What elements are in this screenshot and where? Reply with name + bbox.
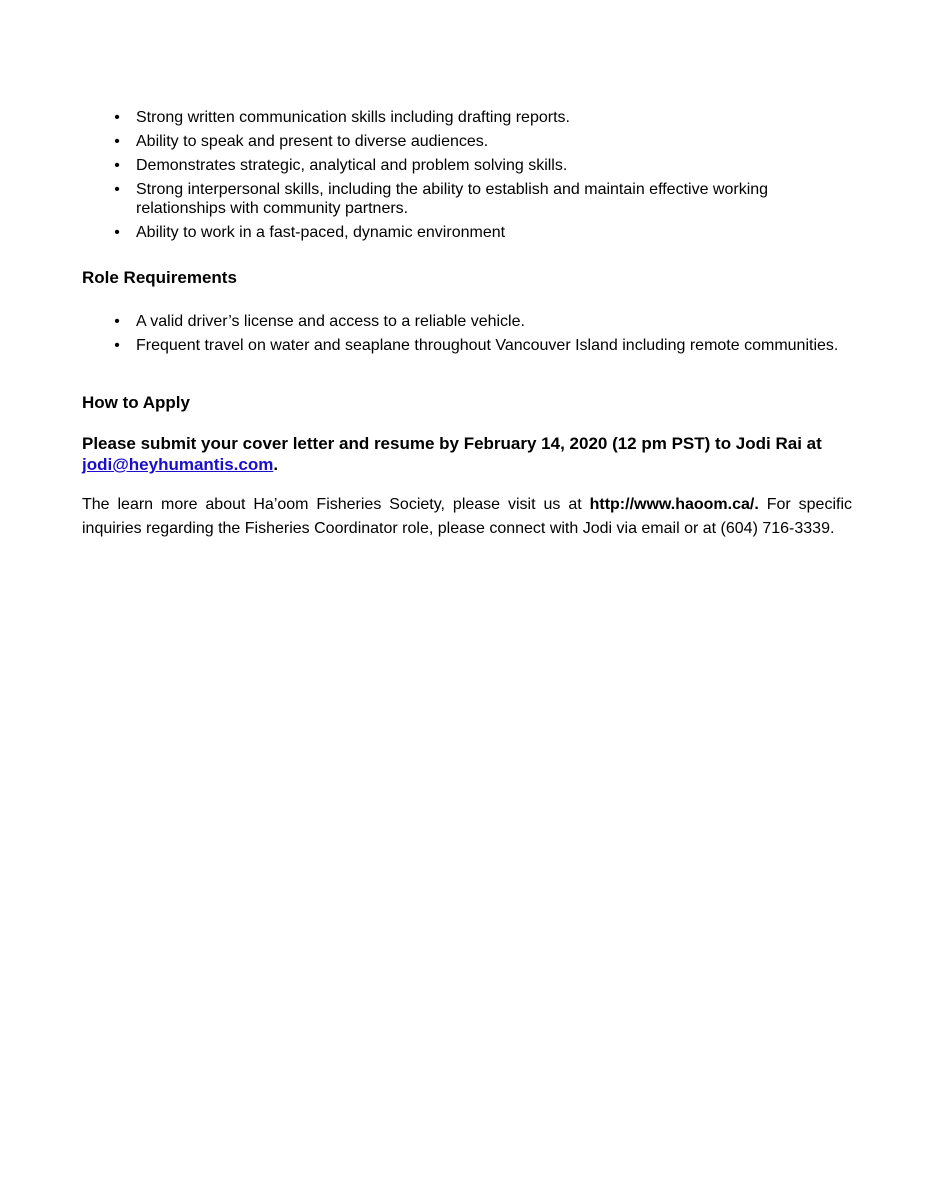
list-item-text: Strong interpersonal skills, including the ability to establish and maintain effective working relationships with community partners. [136,181,769,217]
bullet: • [114,109,120,126]
more-info-text-continued: For specific inquiries regarding the Fisheries Coordinator role, please connect with Jodi via email or at (604) 716-3339. [82,496,852,537]
list-item-text: Strong written communication skills including drafting reports. [136,109,570,126]
bullet: • [114,181,120,198]
list-item [82,223,852,242]
list-item [82,132,852,151]
bullet: • [114,133,120,150]
bullet: • [114,157,120,174]
bullet: • [114,313,120,330]
how-to-apply-heading: How to Apply [82,393,190,412]
role-requirements-heading: Role Requirements [82,268,237,287]
list-item [82,156,852,175]
list-item [82,108,852,127]
bullet: • [114,224,120,241]
list-item [82,312,852,331]
document-page [82,108,852,541]
apply-instructions-end: . [273,455,279,474]
email-link[interactable]: jodi@heyhumantis.com [82,455,274,474]
more-info-paragraph [82,493,852,541]
list-item-text: Ability to work in a fast-paced, dynamic environment [136,224,506,241]
list-item-text: Frequent travel on water and seaplane throughout Vancouver Island including remote communities. [136,337,839,354]
bullet: • [114,337,120,354]
apply-instructions [82,433,852,475]
list-item [82,180,852,218]
more-info-text: The learn more about Ha’oom Fisheries Society, please visit us at [82,496,590,513]
list-item [82,336,852,355]
list-item-text: Demonstrates strategic, analytical and problem solving skills. [136,157,568,174]
skills-list [82,108,852,242]
list-item-text: A valid driver’s license and access to a reliable vehicle. [136,313,525,330]
list-item-text: Ability to speak and present to diverse audiences. [136,133,489,150]
website-link[interactable]: http://www.haoom.ca/. [589,496,759,513]
apply-instructions-text: Please submit your cover letter and resume by February 14, 2020 (12 pm PST) to Jodi Rai at [82,434,822,453]
role-requirements-list [82,312,852,355]
